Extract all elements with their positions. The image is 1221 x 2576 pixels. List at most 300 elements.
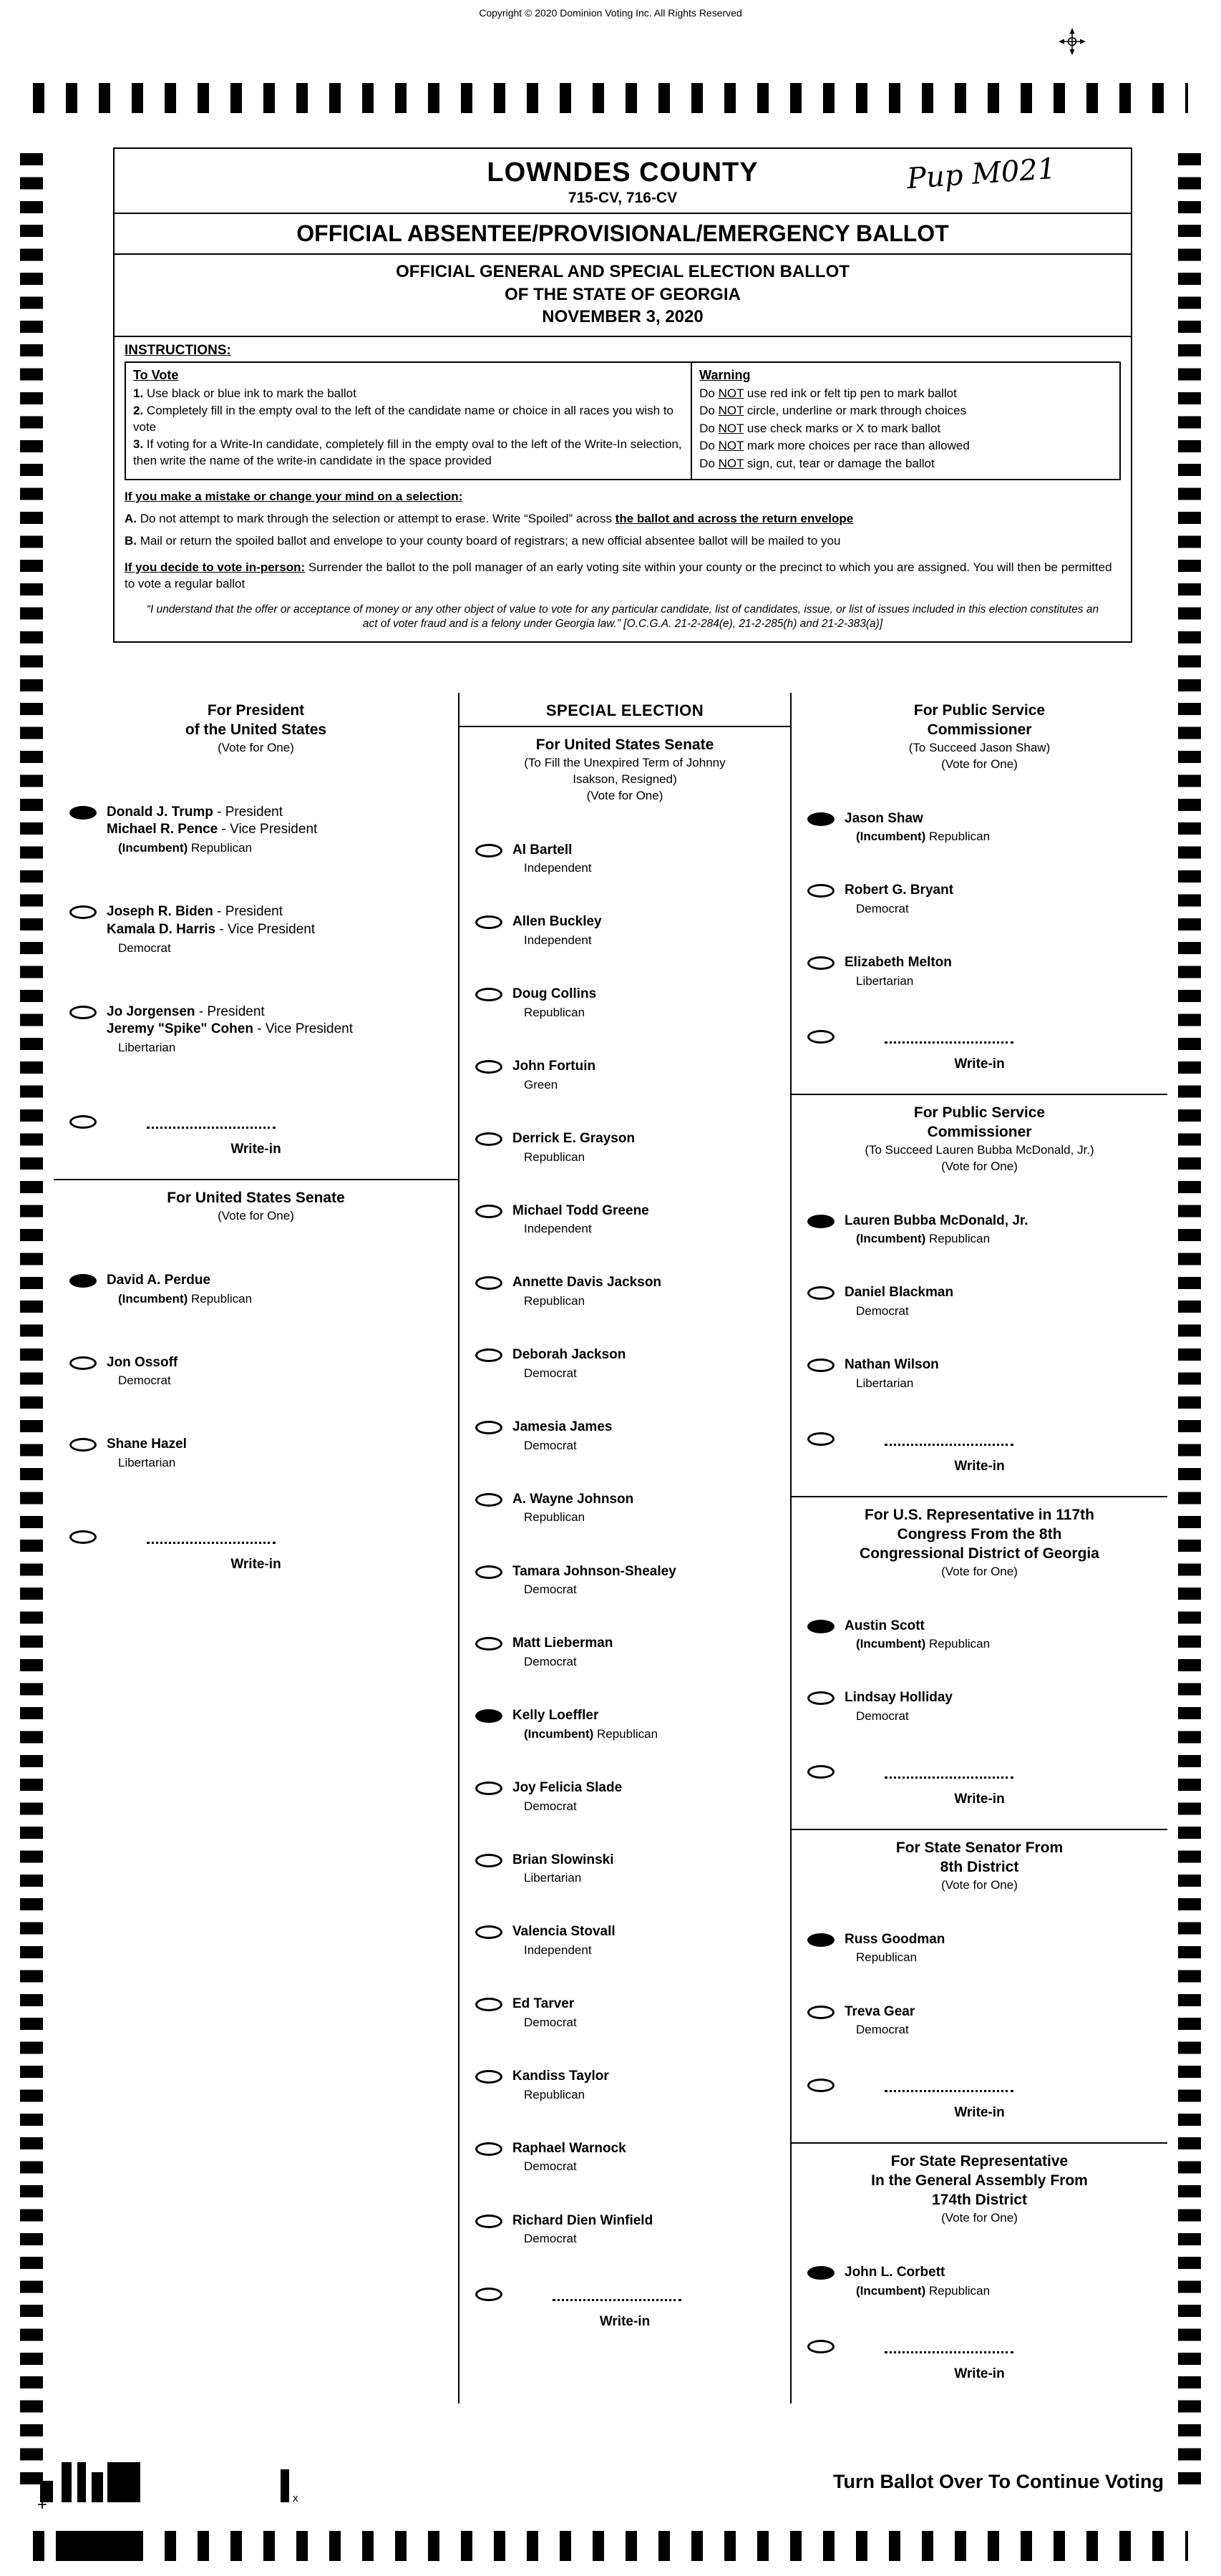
candidate-name: Shane Hazel: [107, 1437, 187, 1452]
candidate-party: Democrat: [524, 2159, 577, 2174]
contest-subtitle: (Vote for One): [941, 1159, 1018, 1173]
contest-header: [799, 701, 1160, 773]
contest-subtitle: (To Succeed Jason Shaw): [908, 740, 1051, 754]
candidate-row: [475, 1852, 783, 1887]
contest-subtitle: (Vote for One): [218, 740, 294, 754]
candidate-name: Jon Ossoff: [107, 1354, 178, 1370]
candidate-party: Democrat: [118, 941, 171, 955]
candidate-info: [107, 1272, 252, 1307]
candidate-info: [512, 1923, 616, 1958]
ballot-oval[interactable]: [475, 1060, 502, 1074]
candidate-name-line: [512, 2068, 609, 2086]
candidate-row: [475, 1779, 783, 1814]
ballot-oval[interactable]: [807, 1765, 835, 1779]
candidate-row: [807, 882, 1160, 917]
candidate-name-line: [512, 2140, 626, 2158]
candidate-row: [475, 986, 783, 1021]
to-vote-list: [133, 386, 684, 469]
candidate-name-line: [512, 913, 602, 931]
ballot-oval[interactable]: [807, 1933, 835, 1947]
ballot-oval[interactable]: [475, 988, 502, 1001]
ballot-oval[interactable]: [475, 1276, 502, 1290]
list-marker: 2.: [133, 404, 144, 418]
candidate-info: [512, 1130, 635, 1165]
turn-ballot-text: Turn Ballot Over To Continue Voting: [833, 2471, 1164, 2492]
candidate-info: [845, 1618, 990, 1653]
candidate-party: Libertarian: [118, 1041, 176, 1054]
write-in-line[interactable]: [885, 1767, 1013, 1779]
mistake-list: [125, 511, 1121, 550]
ballot-oval[interactable]: [475, 1205, 502, 1218]
candidate-name: Tamara Johnson-Shealey: [512, 1563, 676, 1579]
election-title: [115, 255, 1131, 337]
candidate-party: Libertarian: [856, 973, 914, 988]
contest: [792, 2142, 1167, 2403]
candidate-name: Joy Felicia Slade: [512, 1779, 623, 1795]
write-in-line[interactable]: [147, 1117, 276, 1129]
write-in-row: [807, 1763, 1160, 1779]
candidate-name: Nathan Wilson: [845, 1357, 939, 1373]
candidate-row: [475, 2212, 783, 2247]
candidate-party: Republican: [524, 1005, 585, 1019]
ballot-oval[interactable]: [69, 806, 97, 820]
candidate-name: Michael Todd Greene: [512, 1202, 649, 1218]
candidate-name-line: [512, 986, 596, 1003]
ballot-oval[interactable]: [807, 1432, 835, 1446]
ballot-oval[interactable]: [475, 2215, 502, 2228]
warning-cell: [692, 363, 1119, 479]
candidate-row: [475, 1419, 783, 1454]
candidate-row: [475, 2068, 783, 2103]
candidate-name-line: [107, 921, 315, 939]
ballot-oval[interactable]: [807, 812, 835, 826]
candidate-info: [845, 1931, 945, 1966]
candidate-info: [107, 1003, 353, 1056]
candidate-name-line: [512, 2212, 653, 2230]
barcode-bar: [281, 2469, 289, 2502]
ballot-oval[interactable]: [807, 1620, 835, 1633]
candidate-row: [475, 1274, 783, 1309]
contest-subtitle: (Vote for One): [218, 1208, 294, 1223]
contest-subtitle: Isakson, Resigned): [573, 772, 677, 786]
party-incumbent-label: (Incumbent): [856, 830, 929, 844]
candidate-name: A. Wayne Johnson: [512, 1491, 634, 1507]
warning-item: Do NOT use check marks or X to mark ballot: [699, 421, 941, 435]
candidate-name: Jason Shaw: [845, 810, 923, 826]
contest-title: For United States Senate: [167, 1190, 345, 1207]
candidate-party: Libertarian: [856, 1376, 914, 1390]
ballot-oval[interactable]: [475, 2070, 502, 2084]
candidate-party: Republican: [524, 1294, 585, 1308]
contest: [792, 1094, 1167, 1496]
candidate-row: [475, 1923, 783, 1958]
candidate-party: Democrat: [524, 1799, 577, 1813]
contest-header: [799, 1104, 1160, 1175]
ballot-oval[interactable]: [475, 1421, 502, 1434]
mistake-item: B. Mail or return the spoiled ballot and envelope to your county board of registrars; a new official absentee ballot will be mailed to you: [125, 533, 841, 548]
ballot-oval[interactable]: [475, 1493, 502, 1507]
candidate-party: Democrat: [524, 1654, 577, 1668]
candidate-row: [475, 1202, 783, 1238]
candidate-party: Libertarian: [524, 1871, 582, 1885]
contest-title: Commissioner: [927, 721, 1032, 738]
ballot-oval[interactable]: [475, 1565, 502, 1579]
registration-cross-icon: [1058, 27, 1086, 56]
write-in-line[interactable]: [885, 2081, 1013, 2092]
ballot-oval[interactable]: [807, 956, 835, 970]
timing-marks-right: [1178, 153, 1201, 2491]
candidate-row: [475, 913, 783, 948]
ballot-oval[interactable]: [807, 2266, 835, 2280]
contest: [792, 1829, 1167, 2142]
candidate-name: Treva Gear: [845, 2003, 915, 2019]
candidate-name-line: [512, 1852, 613, 1870]
ballot-oval[interactable]: [69, 1115, 97, 1129]
contest-title: Congress From the 8th: [897, 1525, 1062, 1542]
candidate-row: [475, 1635, 783, 1670]
candidate-row: [475, 842, 783, 877]
candidate-row: [807, 2264, 1160, 2299]
list-marker: B.: [125, 533, 137, 548]
candidate-row: [475, 1058, 783, 1093]
candidate-row: [807, 810, 1160, 845]
candidate-name: John Fortuin: [512, 1059, 596, 1074]
candidate-row: [69, 1436, 451, 1471]
ballot-oval[interactable]: [807, 2340, 835, 2353]
candidate-info: [512, 1491, 633, 1526]
contest-header: [467, 736, 783, 805]
county-header: [115, 149, 1131, 214]
instructions-label: INSTRUCTIONS:: [125, 343, 231, 359]
write-in-label: Write-in: [599, 2314, 651, 2330]
candidate-party: (Incumbent) Republican: [856, 2283, 991, 2298]
to-vote-cell: [126, 363, 692, 479]
write-in-row: [807, 1028, 1160, 1044]
candidate-row: [807, 2003, 1160, 2038]
candidate-name: Derrick E. Grayson: [512, 1130, 636, 1146]
ballot-column-right: [792, 693, 1167, 2404]
write-in-line[interactable]: [553, 2290, 681, 2301]
contest-subtitle: (Vote for One): [941, 1564, 1018, 1578]
candidate-party: (Incumbent) Republican: [856, 830, 991, 844]
candidate-role: - President: [195, 1003, 265, 1019]
candidate-party: Democrat: [856, 2023, 909, 2037]
ballot-codes: 715-CV, 716-CV: [568, 190, 678, 206]
ballot-type-title: OFFICIAL ABSENTEE/PROVISIONAL/EMERGENCY BALLOT: [115, 214, 1131, 255]
candidate-info: [512, 2212, 653, 2247]
instructions-section: [115, 337, 1131, 641]
warning-item: Do NOT sign, cut, tear or damage the ballot: [699, 456, 935, 470]
ballot-oval[interactable]: [69, 1274, 97, 1288]
write-in-row: [807, 1430, 1160, 1446]
candidate-name: Daniel Blackman: [845, 1285, 954, 1301]
ballot-oval[interactable]: [475, 2288, 502, 2301]
candidate-row: [807, 1356, 1160, 1391]
candidate-name-line: [107, 1021, 353, 1039]
ballot-oval[interactable]: [475, 1998, 502, 2011]
warning-title: Warning: [699, 368, 751, 383]
candidate-name-line: [845, 1931, 945, 1949]
candidate-name: Jo Jorgensen: [107, 1003, 195, 1019]
write-in-line[interactable]: [885, 1032, 1013, 1044]
ballot-oval[interactable]: [807, 2006, 835, 2019]
candidate-name-line: [845, 1212, 1028, 1230]
candidate-name-line: [845, 810, 990, 828]
election-date: NOVEMBER 3, 2020: [542, 307, 704, 327]
mistake-instructions: [125, 489, 1121, 550]
candidate-party: Democrat: [856, 1709, 909, 1723]
candidate-row: [807, 1284, 1160, 1319]
candidate-party: Democrat: [856, 1304, 909, 1318]
candidate-name: Robert G. Bryant: [845, 883, 954, 898]
candidate-party: Republican: [856, 1950, 918, 1965]
candidate-party: (Incumbent) Republican: [118, 1291, 253, 1306]
candidate-info: [512, 1996, 577, 2031]
candidate-info: [512, 1852, 613, 1887]
write-in-row: [807, 2338, 1160, 2353]
timing-mark-lead: [56, 2531, 143, 2561]
candidate-party: Independent: [524, 933, 592, 948]
contest-subtitle: (Vote for One): [941, 1877, 1018, 1892]
candidate-party: Democrat: [524, 2232, 577, 2246]
candidate-party: Republican: [524, 2087, 585, 2101]
write-in-line[interactable]: [885, 2342, 1013, 2353]
candidate-info: [512, 1635, 613, 1670]
candidate-row: [69, 903, 451, 956]
plus-registration-mark: +: [37, 2495, 48, 2514]
timing-marks-left: [20, 153, 43, 2491]
party-incumbent-label: (Incumbent): [524, 1726, 597, 1741]
party-incumbent-label: (Incumbent): [856, 1232, 929, 1246]
candidate-name: Lauren Bubba McDonald, Jr.: [845, 1212, 1028, 1228]
ballot-oval[interactable]: [475, 1637, 502, 1651]
candidate-name: Kandiss Taylor: [512, 2068, 609, 2084]
contest-title: of the United States: [185, 721, 327, 738]
contest-title: For State Senator From: [895, 1839, 1064, 1857]
timing-marks-top: [33, 83, 1188, 113]
ballot-oval[interactable]: [807, 1286, 835, 1300]
ballot-oval[interactable]: [69, 905, 97, 919]
candidate-row: [807, 1689, 1160, 1724]
candidate-name-line: [512, 1635, 613, 1653]
in-person-text: Surrender the ballot to the poll manager of an early voting site within your county or the precinct to which you are assigned. You will then be permitted to vote a regular ballot: [125, 560, 1112, 590]
candidate-name: Valencia Stovall: [512, 1924, 616, 1940]
ballot-oval[interactable]: [69, 1438, 97, 1452]
ballot-oval[interactable]: [807, 1359, 835, 1372]
ballot-oval[interactable]: [475, 915, 502, 929]
ballot-oval[interactable]: [475, 1709, 502, 1723]
candidate-name: Jeremy "Spike" Cohen: [107, 1021, 253, 1037]
warning-list: [699, 386, 1112, 472]
candidate-party: (Incumbent) Republican: [524, 1726, 658, 1741]
candidate-info: [512, 1707, 658, 1742]
list-marker: A.: [125, 511, 137, 525]
candidate-name: Ed Tarver: [512, 1996, 575, 2012]
ballot-oval[interactable]: [807, 1691, 835, 1705]
write-in-row: [807, 2076, 1160, 2092]
contest-title: For U.S. Representative in 117th: [865, 1506, 1094, 1523]
county-name: LOWNDES COUNTY: [487, 157, 759, 188]
write-in-row: [69, 1113, 451, 1129]
to-vote-item: 2. Completely fill in the empty oval to the left of the candidate name or choice in all races you wish to vote: [133, 404, 674, 434]
contest-subtitle: (Vote for One): [586, 788, 663, 802]
warning-item: Do NOT use red ink or felt tip pen to mark ballot: [699, 386, 957, 400]
candidate-name-line: [845, 1689, 953, 1707]
barcode-bar: [107, 2462, 140, 2502]
candidate-row: [475, 1707, 783, 1742]
candidate-info: [845, 2003, 915, 2038]
contest: [792, 693, 1167, 1094]
write-in-line[interactable]: [147, 1532, 276, 1544]
ballot-oval[interactable]: [475, 844, 502, 857]
handwritten-note: Pup M021: [905, 152, 1057, 196]
contest-title: For United States Senate: [535, 737, 714, 753]
candidate-party: Democrat: [118, 1374, 171, 1388]
candidate-name-line: [845, 1356, 939, 1374]
candidate-row: [69, 804, 451, 856]
in-person-instructions: [125, 560, 1121, 593]
party-incumbent-label: (Incumbent): [856, 1637, 929, 1651]
candidate-info: [512, 986, 596, 1021]
candidate-row: [475, 1996, 783, 2031]
candidate-info: [845, 1689, 953, 1724]
candidate-name-line: [512, 1346, 626, 1364]
candidate-name-line: [512, 1491, 633, 1509]
candidate-party: Independent: [524, 1222, 592, 1236]
candidate-name-line: [512, 1779, 622, 1797]
special-election-banner: SPECIAL ELECTION: [459, 693, 790, 727]
candidate-name-line: [512, 1996, 577, 2013]
candidate-name-line: [107, 1436, 187, 1454]
candidate-party: (Incumbent) Republican: [856, 1232, 991, 1246]
ballot-columns: [54, 693, 1167, 2404]
candidate-name-line: [512, 1058, 595, 1076]
contest-title: For Public Service: [913, 1104, 1046, 1121]
candidate-info: [107, 1354, 177, 1389]
election-title-line1: OFFICIAL GENERAL AND SPECIAL ELECTION BALLOT: [396, 262, 850, 281]
contest: [54, 693, 458, 1179]
candidate-info: [512, 2068, 609, 2103]
candidate-name: Kelly Loeffler: [512, 1708, 599, 1724]
candidate-info: [107, 1436, 187, 1471]
ballot-oval[interactable]: [475, 1348, 502, 1362]
x-mark: x: [293, 2492, 298, 2504]
candidate-name: Annette Davis Jackson: [512, 1275, 662, 1291]
candidate-name: Matt Lieberman: [512, 1635, 613, 1651]
candidate-row: [807, 1212, 1160, 1248]
candidate-name: John L. Corbett: [845, 2264, 945, 2280]
candidate-role: - Vice President: [253, 1021, 353, 1037]
contest: [459, 727, 790, 2351]
ballot-oval[interactable]: [69, 1356, 97, 1370]
candidate-name-line: [845, 1284, 953, 1302]
candidate-name: Kamala D. Harris: [107, 921, 216, 937]
candidate-party: Republican: [524, 1510, 585, 1525]
candidate-name-line: [845, 2264, 990, 2282]
candidate-name: Michael R. Pence: [107, 822, 218, 837]
ballot-column-middle: [458, 693, 792, 2404]
write-in-row: [69, 1528, 451, 1544]
candidate-row: [475, 1130, 783, 1165]
write-in-line[interactable]: [885, 1434, 1013, 1446]
candidate-info: [512, 1419, 612, 1454]
candidate-name: David A. Perdue: [107, 1272, 211, 1288]
candidate-name: Brian Slowinski: [512, 1852, 614, 1867]
candidate-row: [69, 1003, 451, 1056]
candidate-name: Doug Collins: [512, 986, 597, 1002]
contest-subtitle: (Vote for One): [941, 2210, 1018, 2225]
ballot-oval[interactable]: [475, 2142, 502, 2156]
candidate-row: [807, 954, 1160, 989]
candidate-info: [512, 1274, 661, 1309]
ballot-oval[interactable]: [475, 1132, 502, 1146]
candidate-info: [845, 1284, 953, 1319]
ballot-oval[interactable]: [69, 1530, 97, 1544]
candidate-name-line: [107, 1354, 177, 1372]
write-in-label: Write-in: [954, 2366, 1005, 2381]
timing-marks-bottom: [33, 2531, 1188, 2561]
candidate-party: (Incumbent) Republican: [118, 841, 253, 855]
contest-header: [799, 1506, 1160, 1580]
candidate-name-line: [107, 1003, 353, 1021]
write-in-label: Write-in: [954, 1056, 1005, 1071]
candidate-info: [845, 882, 953, 917]
candidate-role: - President: [213, 904, 283, 920]
ballot-oval[interactable]: [475, 1925, 502, 1939]
ballot-oval[interactable]: [69, 1006, 97, 1019]
contest-header: [61, 701, 451, 757]
ballot-oval[interactable]: [807, 1030, 835, 1044]
candidate-name-line: [512, 1202, 649, 1220]
instructions-table: [125, 361, 1121, 480]
in-person-header: If you decide to vote in-person:: [125, 560, 306, 574]
write-in-label: Write-in: [954, 1458, 1005, 1474]
ballot-oval[interactable]: [807, 884, 835, 898]
party-incumbent-label: (Incumbent): [856, 2283, 929, 2298]
candidate-name: Al Bartell: [512, 842, 573, 857]
contest-title: Congressional District of Georgia: [860, 1545, 1099, 1562]
candidate-name-line: [512, 1274, 661, 1292]
candidate-party: Democrat: [856, 902, 909, 916]
contest-title: In the General Assembly From: [871, 2172, 1088, 2189]
mistake-header: If you make a mistake or change your mind on a selection:: [125, 489, 463, 503]
candidate-info: [512, 1202, 649, 1238]
candidate-party: Independent: [524, 861, 592, 875]
ballot-oval[interactable]: [807, 1215, 835, 1228]
candidate-info: [845, 954, 952, 989]
candidate-info: [512, 1563, 676, 1598]
candidate-name-line: [512, 1707, 658, 1725]
barcode-bar: [77, 2462, 86, 2502]
mistake-item: A. Do not attempt to mark through the selection or attempt to erase. Write “Spoiled” across the ballot and across the return envelope: [125, 511, 854, 525]
write-in-label: Write-in: [230, 1557, 281, 1573]
candidate-row: [475, 1346, 783, 1381]
ballot-oval[interactable]: [475, 1782, 502, 1795]
barcode-bar: [92, 2472, 103, 2502]
candidate-name-line: [512, 1923, 616, 1941]
candidate-info: [512, 1058, 595, 1093]
ballot-oval[interactable]: [807, 2079, 835, 2092]
warning-item: Do NOT mark more choices per race than allowed: [699, 439, 970, 453]
ballot-oval[interactable]: [475, 1854, 502, 1867]
contest: [54, 1179, 458, 1594]
candidate-name-line: [512, 1419, 612, 1437]
to-vote-item: 1. Use black or blue ink to mark the ballot: [133, 386, 356, 400]
candidate-party: Democrat: [524, 2015, 577, 2029]
party-incumbent-label: (Incumbent): [118, 1291, 191, 1306]
candidate-name-line: [512, 842, 592, 860]
candidate-row: [69, 1354, 451, 1389]
